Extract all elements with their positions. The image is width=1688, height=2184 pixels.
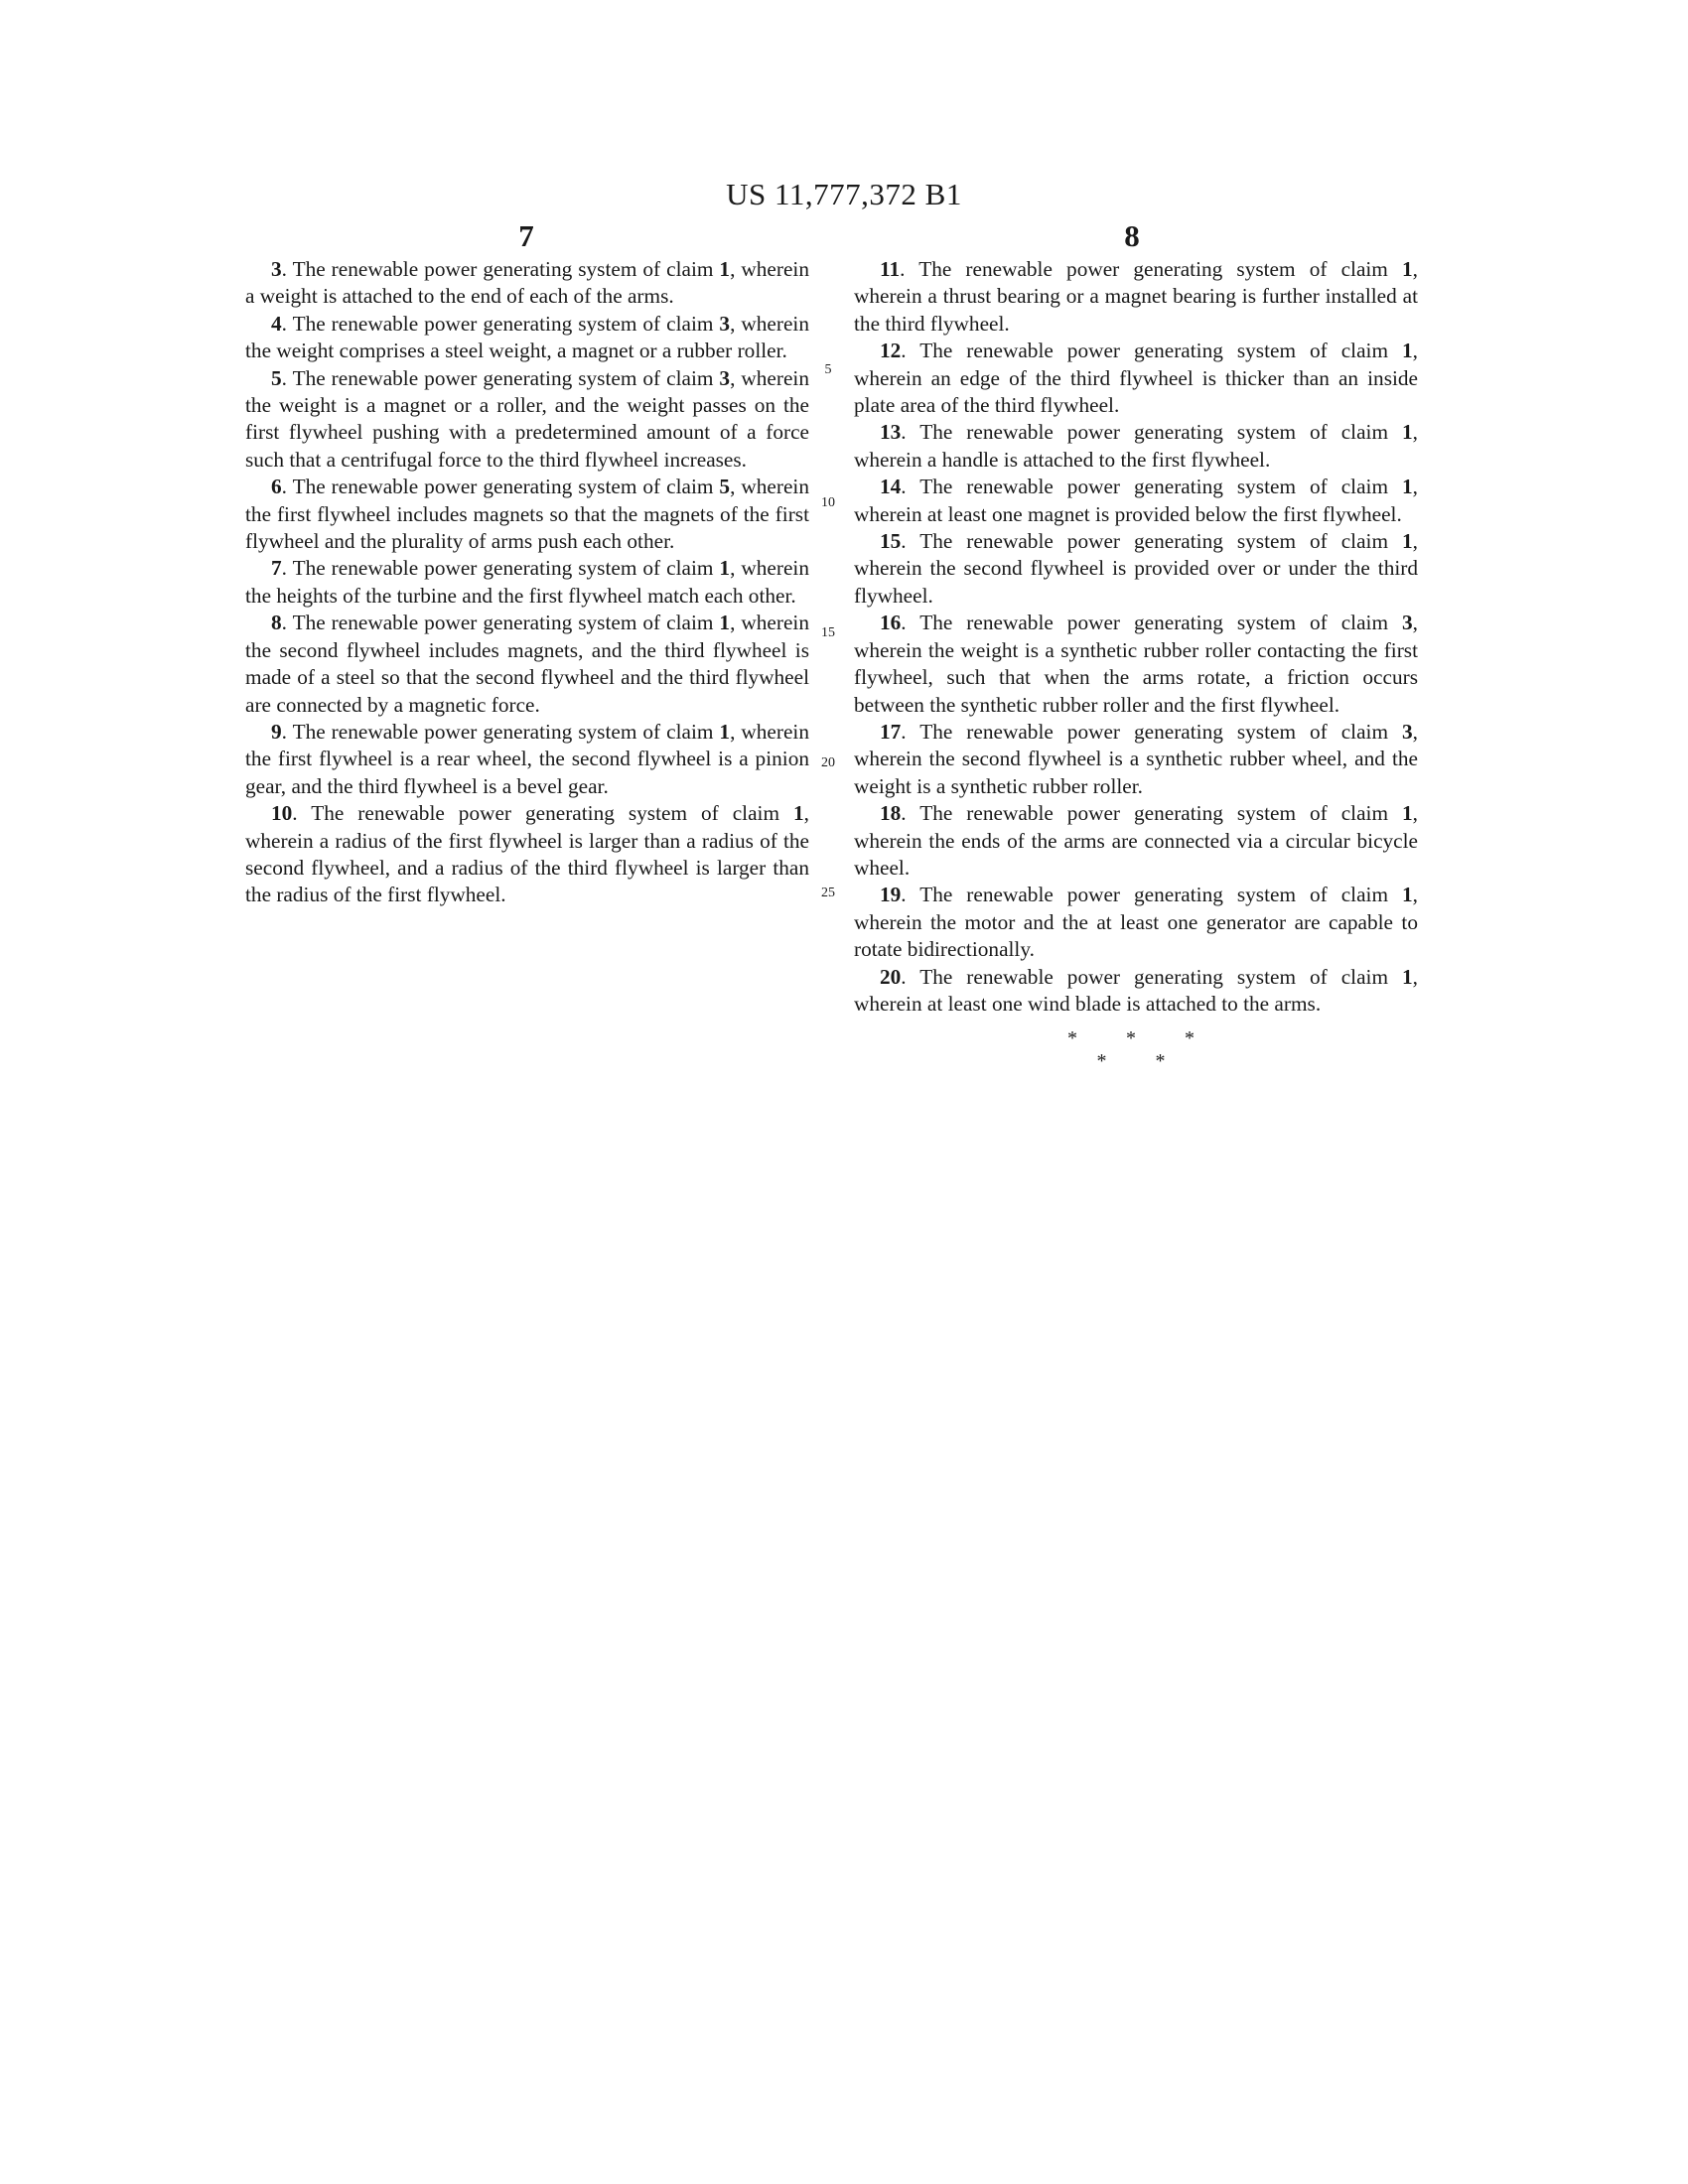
claim-number: 17 xyxy=(880,719,902,744)
claim-reference: 1 xyxy=(719,257,731,281)
claim-paragraph xyxy=(245,719,809,800)
claim-paragraph xyxy=(854,800,1418,882)
claim-reference: 3 xyxy=(719,365,731,390)
claim-paragraph xyxy=(245,800,809,909)
claim-number: 3 xyxy=(271,257,282,281)
claim-reference: 1 xyxy=(1402,529,1413,554)
claim-preamble: . The renewable power generating system of claim xyxy=(901,883,1403,907)
claim-preamble: . The renewable power generating system of claim xyxy=(901,529,1403,554)
claim-reference: 1 xyxy=(719,556,731,581)
claim-reference: 5 xyxy=(719,475,731,499)
claim-paragraph xyxy=(854,719,1418,800)
claim-body: , wherein the second flywheel includes magnets, and the third flywheel is made of a steel so that the second flywheel and the third flywheel are connected by a magnetic force. xyxy=(245,611,809,717)
claim-reference: 1 xyxy=(1402,883,1413,907)
claim-number: 19 xyxy=(880,883,902,907)
claim-preamble: . The renewable power generating system of claim xyxy=(281,365,720,390)
claim-reference: 1 xyxy=(1402,257,1413,281)
claim-body: , wherein the weight is a synthetic rubber roller contacting the first flywheel, such that when the arms rotate, a friction occurs between the synthetic rubber roller and the first flywheel. xyxy=(854,611,1418,717)
claim-number: 8 xyxy=(271,611,282,635)
claim-reference: 1 xyxy=(719,719,731,744)
claim-reference: 1 xyxy=(1402,964,1413,989)
claim-body: , wherein at least one wind blade is attached to the arms. xyxy=(854,964,1418,1016)
claim-number: 20 xyxy=(880,964,902,989)
claim-number: 16 xyxy=(880,611,902,635)
claim-preamble: . The renewable power generating system of claim xyxy=(281,311,720,336)
claim-reference: 1 xyxy=(719,611,731,635)
claim-paragraph xyxy=(854,338,1418,419)
line-number: 25 xyxy=(821,886,835,900)
line-number: 15 xyxy=(821,625,835,640)
claim-body: , wherein the second flywheel is a synthetic rubber wheel, and the weight is a synthetic rubber roller. xyxy=(854,719,1418,798)
claim-number: 4 xyxy=(271,311,282,336)
claim-preamble: . The renewable power generating system of claim xyxy=(292,801,794,826)
claim-body: , wherein the weight is a magnet or a roller, and the weight passes on the first flywheel pushing with a predetermined amount of a force such that a centrifugal force to the third flywheel increases. xyxy=(245,365,809,472)
claim-body: , wherein the second flywheel is provided over or under the third flywheel. xyxy=(854,529,1418,608)
claim-preamble: . The renewable power generating system of claim xyxy=(281,719,720,744)
claim-body: , wherein the weight comprises a steel weight, a magnet or a rubber roller. xyxy=(245,311,809,363)
claim-paragraph xyxy=(854,256,1418,338)
claim-preamble: . The renewable power generating system of claim xyxy=(901,801,1403,826)
claim-preamble: . The renewable power generating system of claim xyxy=(901,420,1403,445)
claim-paragraph xyxy=(854,474,1418,528)
line-number: 20 xyxy=(821,755,835,770)
claim-body: , wherein the motor and the at least one generator are capable to rotate bidirectionally. xyxy=(854,883,1418,962)
claim-reference: 3 xyxy=(1402,611,1413,635)
claim-number: 14 xyxy=(880,475,902,499)
claim-paragraph xyxy=(854,964,1418,1019)
claim-body: , wherein a thrust bearing or a magnet bearing is further installed at the third flywheel. xyxy=(854,257,1418,336)
claims-column-left xyxy=(245,256,809,909)
claim-number: 6 xyxy=(271,475,282,499)
line-number: 5 xyxy=(824,362,832,377)
claim-reference: 1 xyxy=(793,801,804,826)
claim-number: 13 xyxy=(880,420,902,445)
claim-paragraph xyxy=(245,256,809,311)
claim-preamble: . The renewable power generating system of claim xyxy=(900,257,1403,281)
claim-preamble: . The renewable power generating system of claim xyxy=(901,475,1403,499)
claim-reference: 1 xyxy=(1402,420,1413,445)
claim-paragraph xyxy=(854,528,1418,610)
patent-number: US 11,777,372 B1 xyxy=(726,177,962,211)
claim-preamble: . The renewable power generating system of claim xyxy=(901,611,1403,635)
claim-paragraph xyxy=(245,474,809,555)
claim-paragraph xyxy=(245,365,809,475)
claim-body: , wherein the ends of the arms are connected via a circular bicycle wheel. xyxy=(854,801,1418,880)
claim-preamble: . The renewable power generating system of claim xyxy=(901,719,1403,744)
claim-body: , wherein the first flywheel is a rear wheel, the second flywheel is a pinion gear, and the third flywheel is a bevel gear. xyxy=(245,719,809,798)
claim-preamble: . The renewable power generating system of claim xyxy=(281,257,720,281)
claim-body: , wherein a handle is attached to the first flywheel. xyxy=(854,420,1418,472)
claim-number: 5 xyxy=(271,365,282,390)
claim-body: , wherein an edge of the third flywheel is thicker than an inside plate area of the third flywheel. xyxy=(854,339,1418,418)
claim-paragraph xyxy=(854,882,1418,963)
claim-number: 18 xyxy=(880,801,902,826)
claim-number: 9 xyxy=(271,719,282,744)
end-of-document-marker: * * * * * xyxy=(1067,1027,1216,1072)
claim-number: 15 xyxy=(880,529,902,554)
claim-number: 12 xyxy=(880,339,902,363)
claim-number: 7 xyxy=(271,556,282,581)
column-number-left: 7 xyxy=(518,218,534,253)
claim-body: , wherein a weight is attached to the end of each of the arms. xyxy=(245,257,809,309)
column-number-right: 8 xyxy=(1124,218,1140,253)
claim-reference: 1 xyxy=(1402,475,1413,499)
claim-body: , wherein at least one magnet is provided below the first flywheel. xyxy=(854,475,1418,526)
claim-body: , wherein the first flywheel includes magnets so that the magnets of the first flywheel and the plurality of arms push each other. xyxy=(245,475,809,554)
claim-paragraph xyxy=(245,311,809,365)
claim-reference: 3 xyxy=(1402,719,1413,744)
claim-preamble: . The renewable power generating system of claim xyxy=(281,475,720,499)
claim-preamble: . The renewable power generating system of claim xyxy=(281,556,720,581)
claim-paragraph xyxy=(245,610,809,719)
claim-paragraph xyxy=(854,610,1418,719)
claim-preamble: . The renewable power generating system of claim xyxy=(281,611,720,635)
claim-preamble: . The renewable power generating system of claim xyxy=(901,964,1403,989)
claim-reference: 3 xyxy=(719,311,731,336)
claim-paragraph xyxy=(245,555,809,610)
claim-body: , wherein a radius of the first flywheel is larger than a radius of the second flywheel, and a radius of the third flywheel is larger than the radius of the first flywheel. xyxy=(245,801,809,907)
line-number: 10 xyxy=(821,495,835,510)
claim-reference: 1 xyxy=(1402,339,1413,363)
claim-preamble: . The renewable power generating system of claim xyxy=(901,339,1403,363)
claim-body: , wherein the heights of the turbine and the first flywheel match each other. xyxy=(245,556,809,608)
claim-number: 10 xyxy=(271,801,293,826)
claim-reference: 1 xyxy=(1402,801,1413,826)
claims-column-right xyxy=(854,256,1418,1018)
claim-number: 11 xyxy=(880,257,901,281)
claim-paragraph xyxy=(854,419,1418,474)
